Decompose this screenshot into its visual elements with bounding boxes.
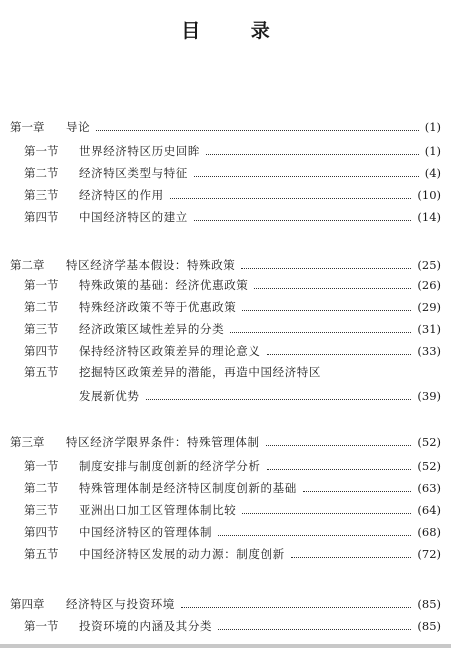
dot-leader <box>291 546 412 558</box>
toc-page-number: (85) <box>417 597 441 611</box>
toc-entry-title: 特殊管理体制是经济特区制度创新的基础 <box>79 481 297 495</box>
toc-section-row <box>0 500 451 520</box>
toc-entry-label <box>24 618 212 634</box>
toc-entry-number: 第三节 <box>24 503 59 517</box>
toc-entry-title: 保持经济特区政策差异的理论意义 <box>79 344 261 358</box>
toc-page-number: (68) <box>417 525 441 539</box>
toc-section-row <box>0 456 451 476</box>
dot-leader <box>242 502 411 514</box>
toc-entry-number: 第二节 <box>24 481 59 495</box>
toc-page-number: (26) <box>417 278 441 292</box>
toc-entry-title: 世界经济特区历史回眸 <box>79 144 200 158</box>
toc-page-number: (1) <box>424 144 441 158</box>
toc-chapter-row <box>0 432 451 452</box>
toc-entry-title: 导论 <box>66 120 91 134</box>
toc-page-number: (1) <box>424 120 441 134</box>
toc-entry-label <box>24 524 212 540</box>
dot-leader <box>241 257 411 269</box>
toc-section-row <box>0 478 451 498</box>
toc-entry-label <box>24 343 261 359</box>
page-title: 目 录 <box>181 20 292 42</box>
toc-section-row <box>0 207 451 227</box>
toc-section-row <box>0 522 451 542</box>
toc-entry-title: 经济政策区域性差异的分类 <box>79 322 225 336</box>
toc-page-number: (72) <box>417 547 441 561</box>
toc-entry-label <box>24 546 285 562</box>
toc-entry-label <box>24 321 224 337</box>
toc-entry-number: 第二节 <box>24 166 59 180</box>
toc-entry-number: 第二章 <box>10 258 45 272</box>
toc-entry-number: 第一节 <box>24 278 59 292</box>
toc-entry-title: 经济特区类型与特征 <box>79 166 188 180</box>
toc-section-row <box>0 341 451 361</box>
toc-entry-label <box>24 480 297 496</box>
toc-entry-title: 经济特区的作用 <box>79 188 164 202</box>
toc-entry-title: 中国经济特区的管理体制 <box>79 525 213 539</box>
toc-entry-title: 制度安排与制度创新的经济学分析 <box>79 459 261 473</box>
toc-entry-label <box>24 502 236 518</box>
toc-page-number: (29) <box>417 300 441 314</box>
toc-entry-number: 第一章 <box>10 120 45 134</box>
toc-section-row <box>0 141 451 161</box>
toc-continuation-row <box>0 386 451 406</box>
toc-section-row <box>0 163 451 183</box>
dot-leader <box>170 187 412 199</box>
toc-page-number: (85) <box>417 619 441 633</box>
toc-page-number: (10) <box>417 188 441 202</box>
dot-leader <box>242 299 411 311</box>
toc-entry-label <box>24 299 236 315</box>
toc-entry-title: 中国经济特区发展的动力源：制度创新 <box>79 547 285 561</box>
toc-page-number: (4) <box>424 166 441 180</box>
toc-entry-number: 第四节 <box>24 344 59 358</box>
toc-entry-number: 第五节 <box>24 547 59 561</box>
toc-entry-number: 第四章 <box>10 597 45 611</box>
toc-entry-title: 投资环境的内涵及其分类 <box>79 619 213 633</box>
toc-entry-label <box>24 165 188 181</box>
toc-entry-title: 特殊政策的基础：经济优惠政策 <box>79 278 249 292</box>
toc-entry-number: 第一节 <box>24 144 59 158</box>
bottom-edge-bar <box>0 644 451 648</box>
toc-entry-label <box>24 187 164 203</box>
toc-chapter-row <box>0 117 451 137</box>
toc-entry-label <box>10 596 175 612</box>
toc-chapter-row <box>0 594 451 614</box>
toc-section-row <box>0 297 451 317</box>
toc-entry-number: 第三章 <box>10 435 45 449</box>
dot-leader <box>218 618 411 630</box>
toc-entry-label <box>24 277 248 293</box>
toc-page-number: (64) <box>417 503 441 517</box>
toc-entry-number: 第一节 <box>24 459 59 473</box>
toc-entry-label <box>24 143 200 159</box>
toc-section-row <box>0 362 451 382</box>
toc-entry-number: 第五节 <box>24 365 59 379</box>
dot-leader <box>230 321 411 333</box>
toc-section-row <box>0 616 451 636</box>
toc-page-number: (63) <box>417 481 441 495</box>
dot-leader <box>181 596 411 608</box>
toc-entry-number: 第三节 <box>24 188 59 202</box>
toc-page-number: (33) <box>417 344 441 358</box>
toc-section-row <box>0 544 451 564</box>
toc-entry-title: 特区经济学限界条件：特殊管理体制 <box>66 435 260 449</box>
dot-leader <box>218 524 411 536</box>
toc-section-row <box>0 185 451 205</box>
dot-leader <box>206 143 419 155</box>
toc-entry-label <box>79 388 140 404</box>
toc-page-number: (52) <box>417 459 441 473</box>
dot-leader <box>146 388 412 400</box>
toc-entry-title: 特区经济学基本假设：特殊政策 <box>66 258 236 272</box>
toc-page-number: (31) <box>417 322 441 336</box>
toc-entry-title: 特殊经济政策不等于优惠政策 <box>79 300 237 314</box>
toc-chapter-row <box>0 255 451 275</box>
dot-leader <box>303 480 412 492</box>
toc-page-number: (25) <box>417 258 441 272</box>
toc-entry-label <box>10 119 90 135</box>
dot-leader <box>96 119 419 131</box>
dot-leader <box>194 209 411 221</box>
toc-entry-label <box>24 209 188 225</box>
toc-section-row <box>0 319 451 339</box>
toc-entry-label <box>10 257 235 273</box>
toc-entry-number: 第二节 <box>24 300 59 314</box>
dot-leader <box>266 434 412 446</box>
toc-entry-title: 经济特区与投资环境 <box>66 597 175 611</box>
toc-page-number: (52) <box>417 435 441 449</box>
toc-entry-title: 中国经济特区的建立 <box>79 210 188 224</box>
toc-page-number: (39) <box>417 389 441 403</box>
dot-leader <box>267 458 412 470</box>
toc-entry-label <box>10 434 260 450</box>
toc-section-row <box>0 275 451 295</box>
toc-entry-number: 第四节 <box>24 525 59 539</box>
toc-entry-label <box>24 458 261 474</box>
toc-page-number: (14) <box>417 210 441 224</box>
dot-leader <box>254 277 411 289</box>
toc-entry-number: 第四节 <box>24 210 59 224</box>
toc-entry-title: 发展新优势 <box>79 389 140 403</box>
toc-entry-label <box>24 364 321 380</box>
toc-entry-number: 第一节 <box>24 619 59 633</box>
toc-entry-title: 挖掘特区政策差异的潜能，再造中国经济特区 <box>79 365 321 379</box>
toc-entry-title: 亚洲出口加工区管理体制比较 <box>79 503 237 517</box>
toc-entry-number: 第三节 <box>24 322 59 336</box>
dot-leader <box>267 343 412 355</box>
dot-leader <box>194 165 419 177</box>
